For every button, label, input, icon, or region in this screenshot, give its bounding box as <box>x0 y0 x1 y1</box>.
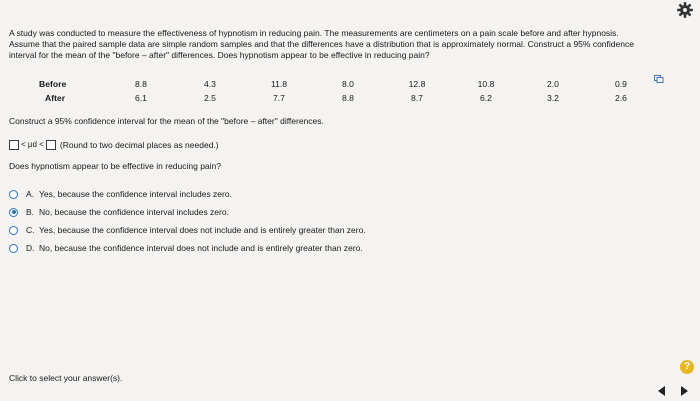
ci-upper-input[interactable] <box>46 140 56 150</box>
table-cell-after: 2.5 <box>204 93 216 103</box>
radio-a[interactable] <box>9 190 18 199</box>
option-text: Yes, because the confidence interval does not include and is entirely greater than zero. <box>39 225 366 235</box>
option-a[interactable] <box>9 188 232 200</box>
ci-question: Construct a 95% confidence interval for the mean of the "before – after" differences. <box>9 116 324 126</box>
top-bar <box>0 0 700 26</box>
help-icon[interactable]: ? <box>680 360 694 374</box>
table-cell-before: 8.0 <box>342 79 354 89</box>
ci-answer-row <box>9 138 219 151</box>
table-cell-before: 2.0 <box>547 79 559 89</box>
gear-icon[interactable] <box>676 1 694 19</box>
table-cell-after: 8.8 <box>342 93 354 103</box>
radio-c[interactable] <box>9 226 18 235</box>
table-cell-before: 8.8 <box>135 79 147 89</box>
after-row-label: After <box>45 93 66 103</box>
select-instruction: Click to select your answer(s). <box>9 373 123 383</box>
table-cell-after: 6.1 <box>135 93 147 103</box>
problem-line: Assume that the paired sample data are simple random samples and that the differences have a distribution that is approximately normal. Construct a 95% confidence <box>9 39 634 49</box>
table-cell-before: 10.8 <box>477 79 495 89</box>
radio-d[interactable] <box>9 244 18 253</box>
option-b[interactable] <box>9 206 229 218</box>
table-cell-after: 3.2 <box>547 93 559 103</box>
before-row-label: Before <box>39 79 67 89</box>
option-letter: A. <box>26 189 35 199</box>
table-cell-after: 8.7 <box>411 93 423 103</box>
prev-arrow-icon[interactable] <box>654 384 670 398</box>
option-letter: B. <box>26 207 35 217</box>
option-c[interactable] <box>9 224 366 236</box>
radio-b[interactable] <box>9 208 18 217</box>
table-cell-before: 0.9 <box>615 79 627 89</box>
table-cell-after: 7.7 <box>273 93 285 103</box>
problem-statement <box>9 28 689 61</box>
option-letter: C. <box>26 225 35 235</box>
option-text: No, because the confidence interval includes zero. <box>39 207 229 217</box>
ci-lower-input[interactable] <box>9 140 19 150</box>
table-cell-after: 2.6 <box>615 93 627 103</box>
next-arrow-icon[interactable] <box>676 384 692 398</box>
table-cell-before: 11.8 <box>270 79 288 89</box>
copy-icon[interactable] <box>654 75 664 83</box>
table-cell-before: 12.8 <box>408 79 426 89</box>
rounding-hint: (Round to two decimal places as needed.) <box>59 139 219 150</box>
table-cell-after: 6.2 <box>480 93 492 103</box>
table-cell-before: 4.3 <box>204 79 216 89</box>
option-d[interactable] <box>9 242 363 254</box>
problem-line: A study was conducted to measure the effectiveness of hypnotism in reducing pain. The measurements are centimeters on a pain scale before and after hypnosis. <box>9 28 619 38</box>
ci-mu-symbol: < μd < <box>21 140 44 149</box>
effectiveness-question: Does hypnotism appear to be effective in reducing pain? <box>9 161 222 171</box>
option-text: No, because the confidence interval does not include and is entirely greater than zero. <box>39 243 363 253</box>
option-text: Yes, because the confidence interval includes zero. <box>39 189 232 199</box>
option-letter: D. <box>26 243 35 253</box>
problem-line: interval for the mean of the "before – after" differences. Does hypnotism appear to be effective in reducing pain? <box>9 50 430 60</box>
